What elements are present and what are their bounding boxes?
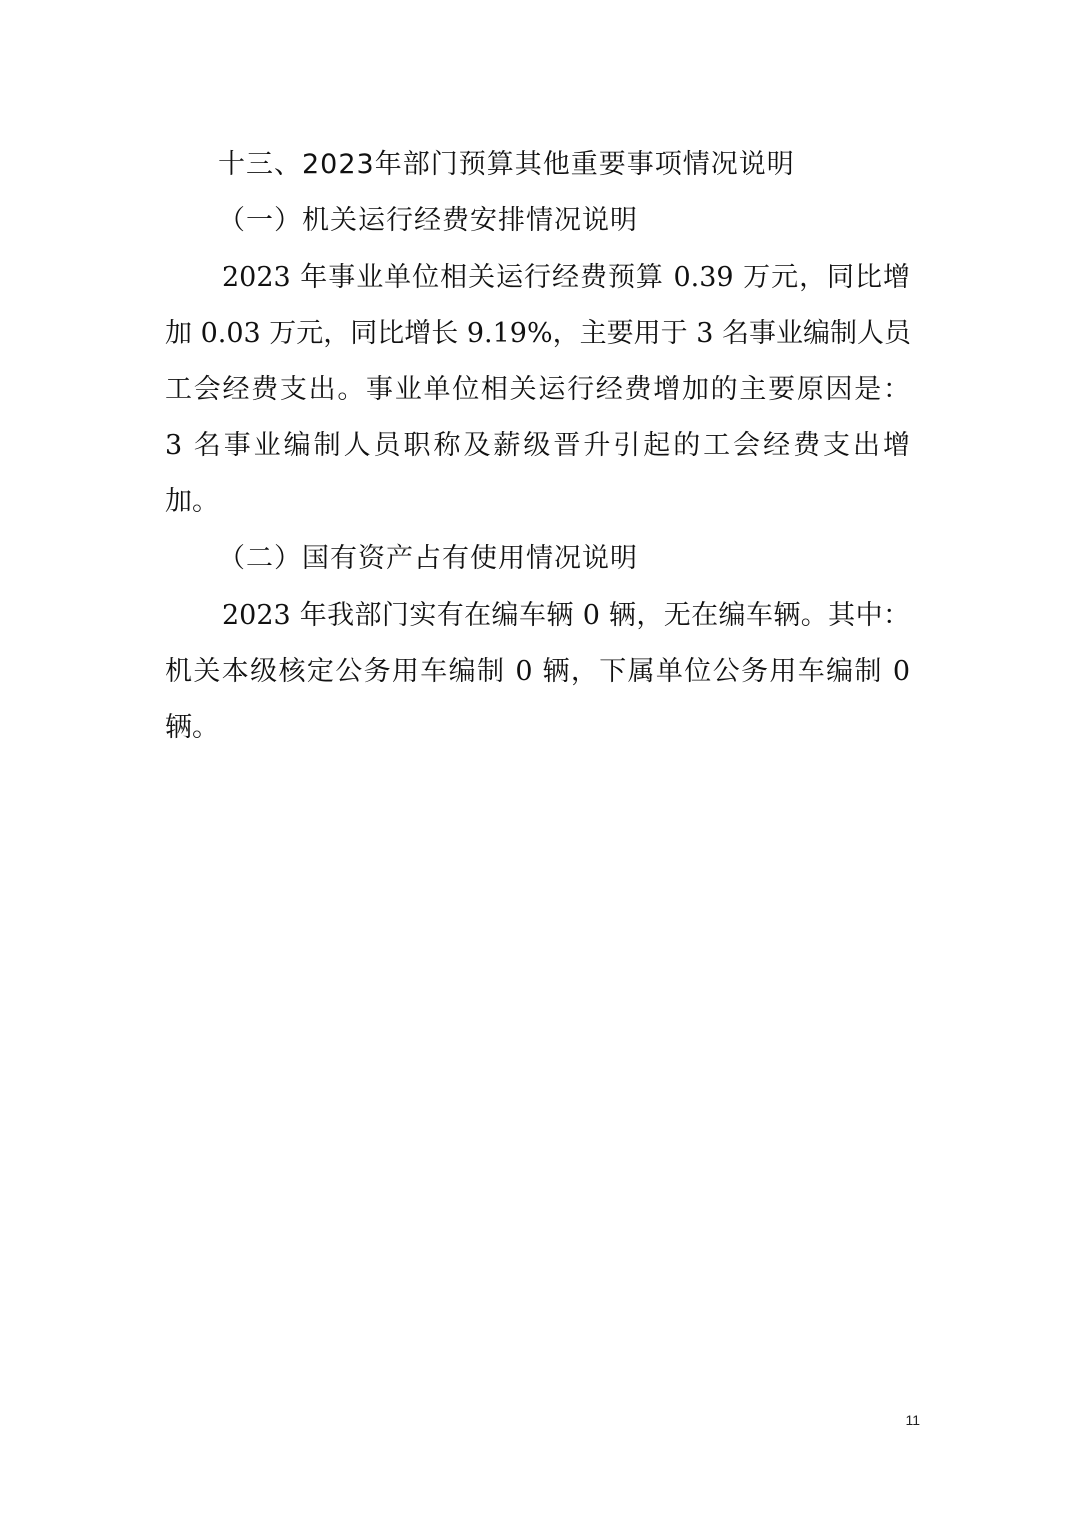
section2-paragraph-line: 辆。 bbox=[165, 712, 219, 743]
section1-paragraph-line: 工会经费支出。事业单位相关运行经费增加的主要原因是： bbox=[165, 374, 910, 405]
section1-paragraph-line: 2023 年事业单位相关运行经费预算 0.39 万元，同比增 bbox=[222, 262, 910, 293]
section2-paragraph-line: 机关本级核定公务用车编制 0 辆，下属单位公务用车编制 0 bbox=[165, 656, 910, 687]
section1-paragraph-line: 3 名事业编制人员职称及薪级晋升引起的工会经费支出增 bbox=[165, 430, 910, 461]
section-main-heading: 十三、2023年部门预算其他重要事项情况说明 bbox=[218, 149, 795, 180]
page-number: 11 bbox=[905, 1412, 920, 1428]
section2-heading: （二）国有资产占有使用情况说明 bbox=[218, 543, 638, 574]
section1-heading: （一）机关运行经费安排情况说明 bbox=[218, 205, 638, 236]
section1-paragraph-line: 加 0.03 万元，同比增长 9.19%，主要用于 3 名事业编制人员 bbox=[165, 318, 911, 349]
section2-paragraph-line: 2023 年我部门实有在编车辆 0 辆，无在编车辆。其中： bbox=[222, 600, 910, 631]
section1-paragraph-line: 加。 bbox=[165, 486, 219, 517]
